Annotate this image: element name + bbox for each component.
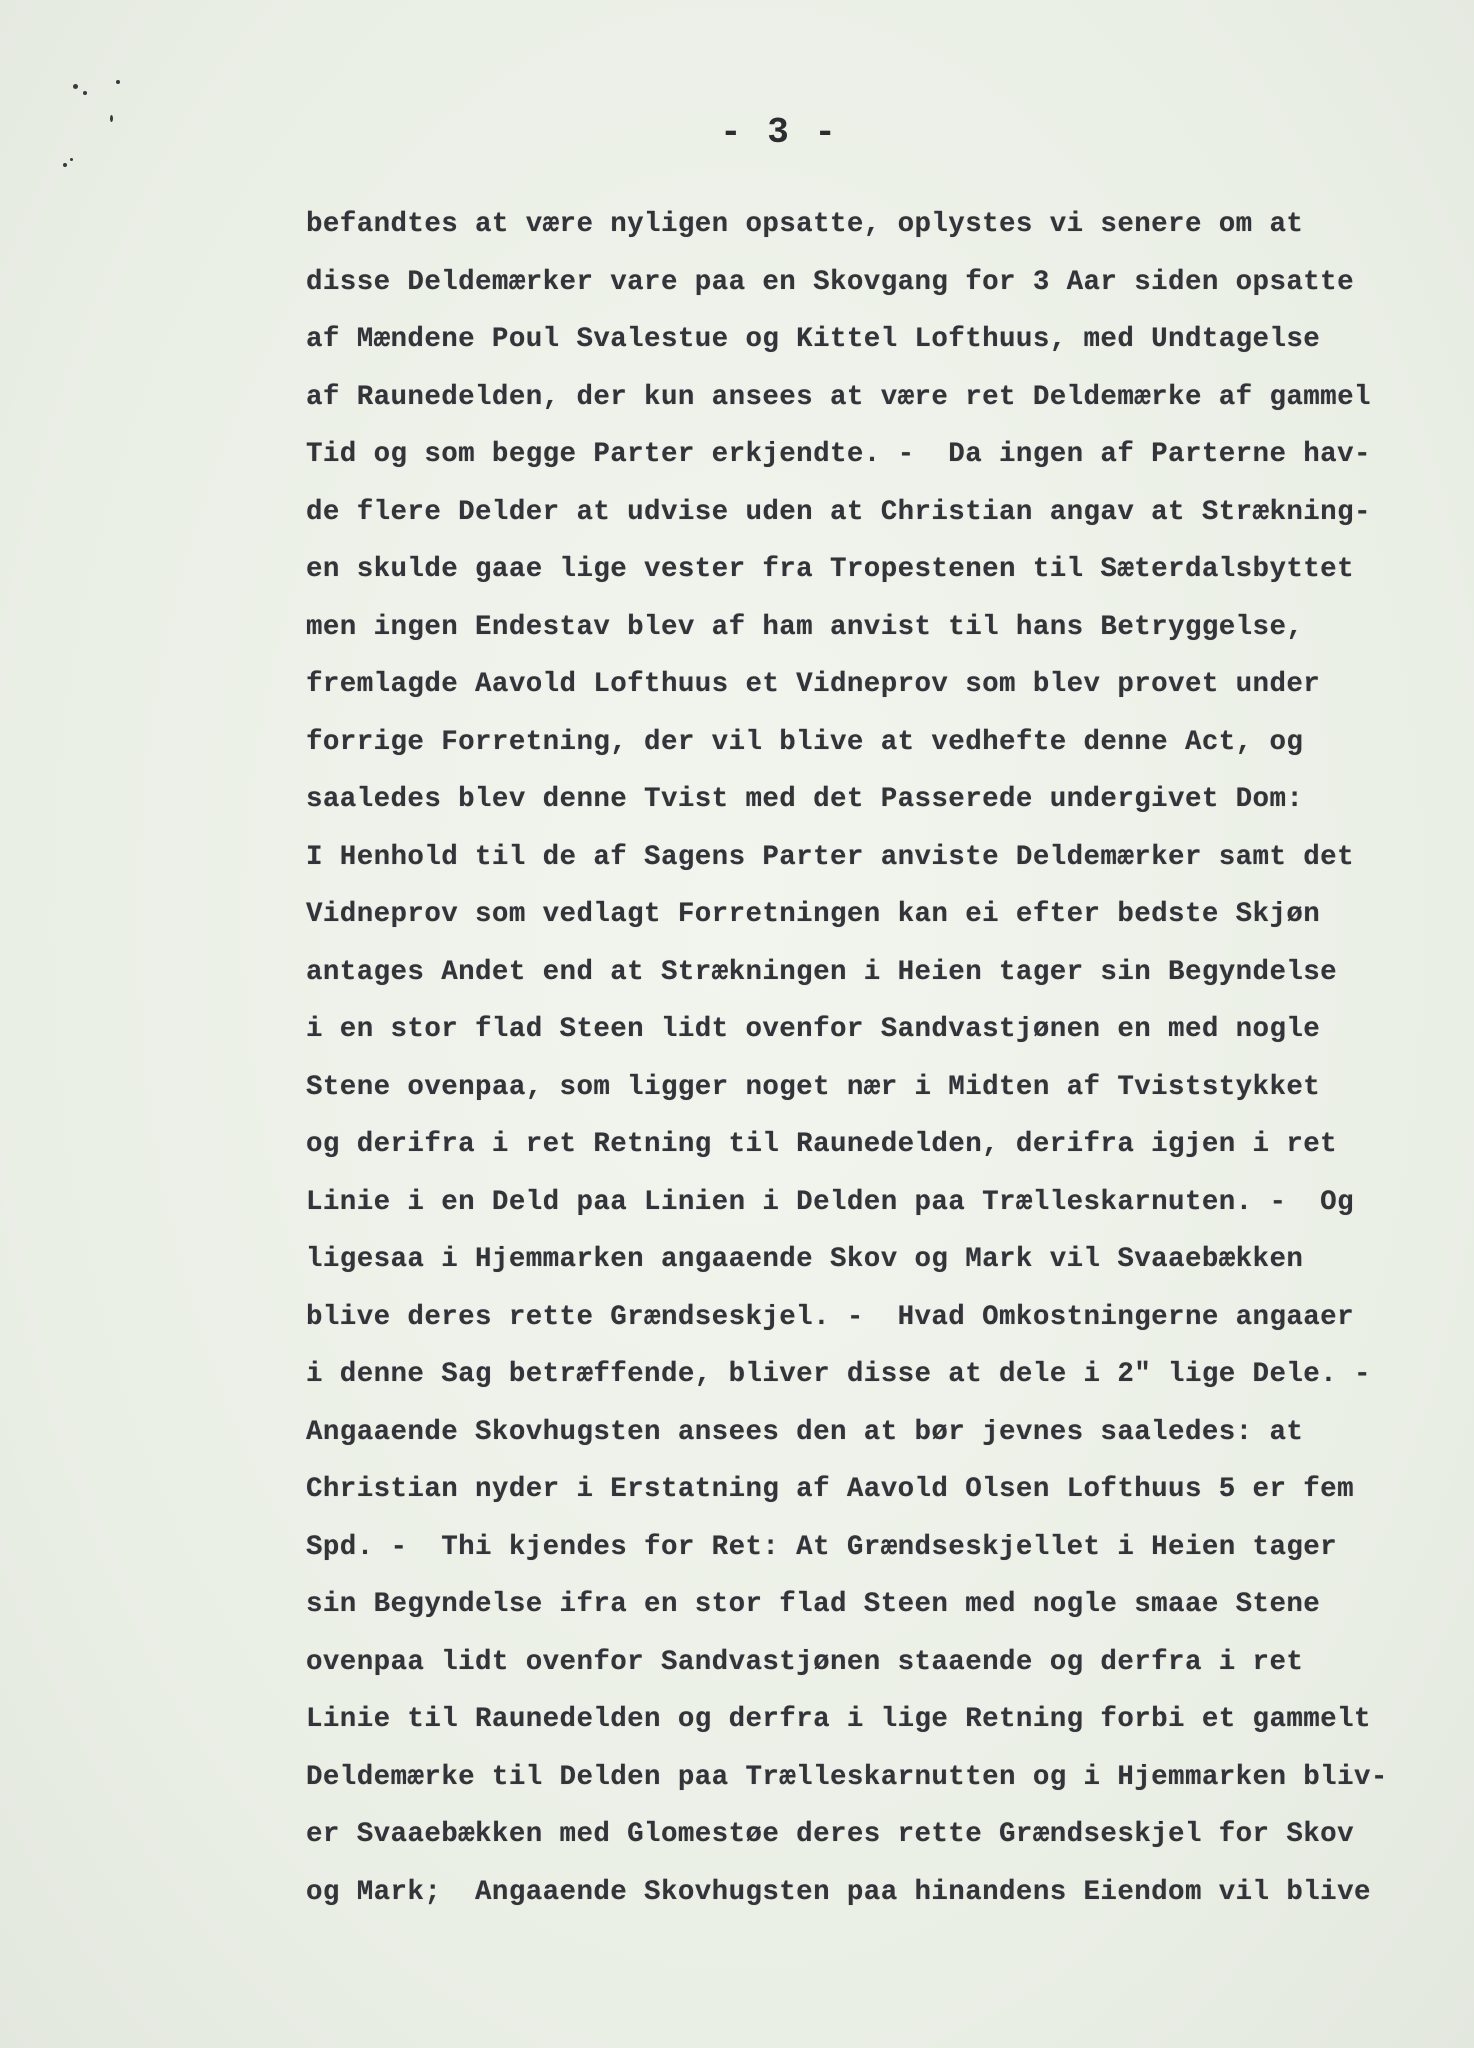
text-line: men ingen Endestav blev af ham anvist til hans Betryggelse, <box>306 611 1304 643</box>
body-text <box>306 196 1416 1921</box>
text-line: fremlagde Aavold Lofthuus et Vidneprov som blev provet under <box>306 669 1321 700</box>
text-line: forrige Forretning, der vil blive at vedhefte denne Act, og <box>306 726 1304 758</box>
text-line: i en stor flad Steen lidt ovenfor Sandvastjønen en med nogle <box>306 1014 1321 1045</box>
text-line: af Raunedelden, der kun ansees at være ret Deldemærke af gammel <box>306 381 1371 413</box>
text-line: Vidneprov som vedlagt Forretningen kan ei efter bedste Skjøn <box>306 899 1321 930</box>
text-line: befandtes at være nyligen opsatte, oplystes vi senere om at <box>306 209 1304 240</box>
scan-speck <box>70 158 73 161</box>
scan-speck <box>63 163 67 167</box>
text-line: I Henhold til de af Sagens Parter anviste Deldemærker samt det <box>306 841 1354 873</box>
text-line: Spd. - Thi kjendes for Ret: At Grændseskjellet i Heien tager <box>306 1531 1338 1563</box>
text-line: Linie i en Deld paa Linien i Delden paa Trælleskarnuten. - Og <box>306 1186 1354 1218</box>
scan-speck <box>116 80 120 84</box>
text-line: Angaaende Skovhugsten ansees den at bør jevnes saaledes: at <box>306 1416 1304 1448</box>
text-line: og derifra i ret Retning til Raunedelden, derifra igjen i ret <box>306 1129 1338 1160</box>
text-line: sin Begyndelse ifra en stor flad Steen med nogle smaae Stene <box>306 1589 1321 1620</box>
text-line: de flere Delder at udvise uden at Christian angav at Strækning- <box>306 496 1371 528</box>
text-line: ovenpaa lidt ovenfor Sandvastjønen staaende og derfra i ret <box>306 1646 1304 1678</box>
scan-speck <box>83 91 87 95</box>
text-line: ligesaa i Hjemmarken angaaende Skov og Mark vil Svaaebækken <box>306 1244 1304 1275</box>
text-line: Christian nyder i Erstatning af Aavold Olsen Lofthuus 5 er fem <box>306 1474 1354 1505</box>
text-line: blive deres rette Grændseskjel. - Hvad Omkostningerne angaaer <box>306 1301 1354 1333</box>
text-line: antages Andet end at Strækningen i Heien tager sin Begyndelse <box>306 956 1338 988</box>
text-line: i denne Sag betræffende, bliver disse at dele i 2" lige Dele. - <box>306 1359 1371 1390</box>
text-line: er Svaaebækken med Glomestøe deres rette Grændseskjel for Skov <box>306 1819 1354 1850</box>
text-line: og Mark; Angaaende Skovhugsten paa hinandens Eiendom vil blive <box>306 1876 1371 1908</box>
scan-speck <box>110 115 113 122</box>
text-line: Stene ovenpaa, som ligger noget nær i Midten af Tviststykket <box>306 1071 1321 1103</box>
page-number: - 3 - <box>720 112 839 153</box>
text-line: Tid og som begge Parter erkjendte. - Da ingen af Parterne hav- <box>306 439 1371 470</box>
text-line: en skulde gaae lige vester fra Tropestenen til Sæterdalsbyttet <box>306 554 1354 585</box>
scan-speck <box>73 84 78 89</box>
text-line: Linie til Raunedelden og derfra i lige Retning forbi et gammelt <box>306 1704 1371 1735</box>
text-line: Deldemærke til Delden paa Trælleskarnutten og i Hjemmarken bliv- <box>306 1761 1388 1793</box>
text-line: af Mændene Poul Svalestue og Kittel Lofthuus, med Undtagelse <box>306 324 1321 355</box>
text-line: disse Deldemærker vare paa en Skovgang for 3 Aar siden opsatte <box>306 266 1354 298</box>
text-line: saaledes blev denne Tvist med det Passerede undergivet Dom: <box>306 784 1304 815</box>
